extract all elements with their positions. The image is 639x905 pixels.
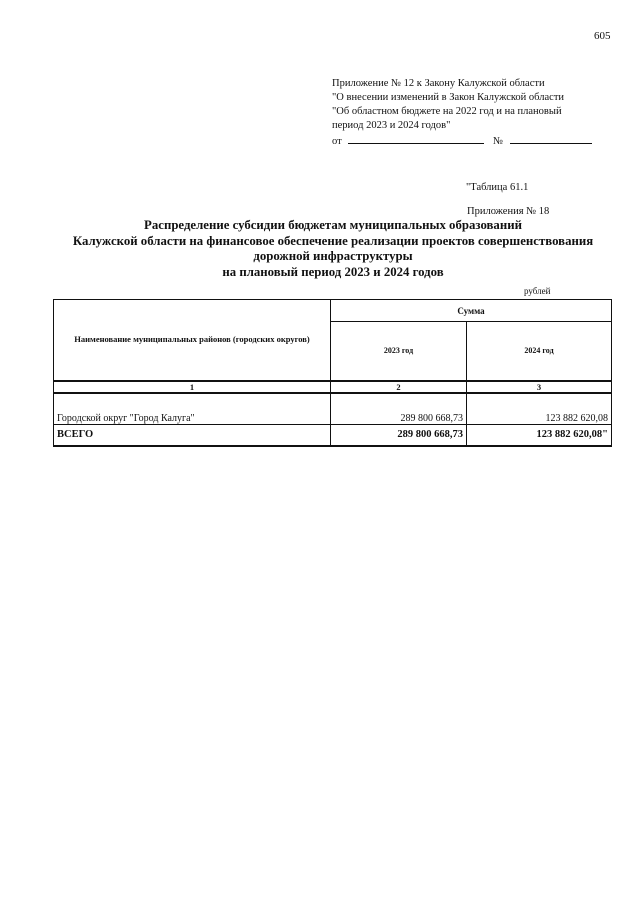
- total-value-2023: 289 800 668,73: [331, 425, 467, 446]
- column-number: 2: [331, 381, 467, 393]
- number-blank: [510, 133, 592, 144]
- row-name: Городской округ "Город Калуга": [54, 393, 331, 425]
- col-header-2024: 2024 год: [467, 322, 612, 381]
- total-value-2024: 123 882 620,08": [467, 425, 612, 446]
- table-row: [54, 393, 612, 425]
- title-line: дорожной инфраструктуры: [253, 249, 413, 263]
- row-value-2023: 289 800 668,73: [331, 393, 467, 425]
- column-number-row: [54, 381, 612, 393]
- total-row: [54, 425, 612, 446]
- col-header-sum: Сумма: [331, 300, 612, 322]
- appendix-ref: Приложения № 18: [467, 206, 550, 217]
- header-row: [54, 300, 612, 322]
- date-blank: [348, 133, 484, 144]
- appendix-header-line: период 2023 и 2024 годов": [332, 120, 451, 131]
- number-label: №: [492, 136, 503, 147]
- appendix-header: [332, 77, 622, 149]
- col-header-name: Наименование муниципальных районов (городских округов): [54, 300, 331, 381]
- subsidy-table: [53, 299, 612, 447]
- table-ref: "Таблица 61.1: [466, 182, 529, 193]
- units-label: рублей: [524, 286, 551, 296]
- column-number: 1: [54, 381, 331, 393]
- appendix-header-line: "Об областном бюджете на 2022 год и на плановый: [332, 106, 562, 117]
- col-header-2023: 2023 год: [331, 322, 467, 381]
- title-line: Калужской области на финансовое обеспечение реализации проектов совершенствования: [72, 233, 594, 248]
- row-value-2024: 123 882 620,08: [467, 393, 612, 425]
- total-label: ВСЕГО: [54, 425, 331, 446]
- appendix-header-line: Приложение № 12 к Закону Калужской области: [332, 78, 545, 89]
- document-title: [50, 218, 616, 280]
- column-number: 3: [467, 381, 612, 393]
- signature-line: [332, 133, 622, 149]
- appendix-header-line: "О внесении изменений в Закон Калужской области: [332, 92, 565, 103]
- title-line: Распределение субсидии бюджетам муниципальных образований: [144, 218, 522, 232]
- from-label: от: [332, 136, 342, 147]
- page-number: 605: [594, 30, 611, 42]
- title-line: на плановый период 2023 и 2024 годов: [222, 264, 444, 279]
